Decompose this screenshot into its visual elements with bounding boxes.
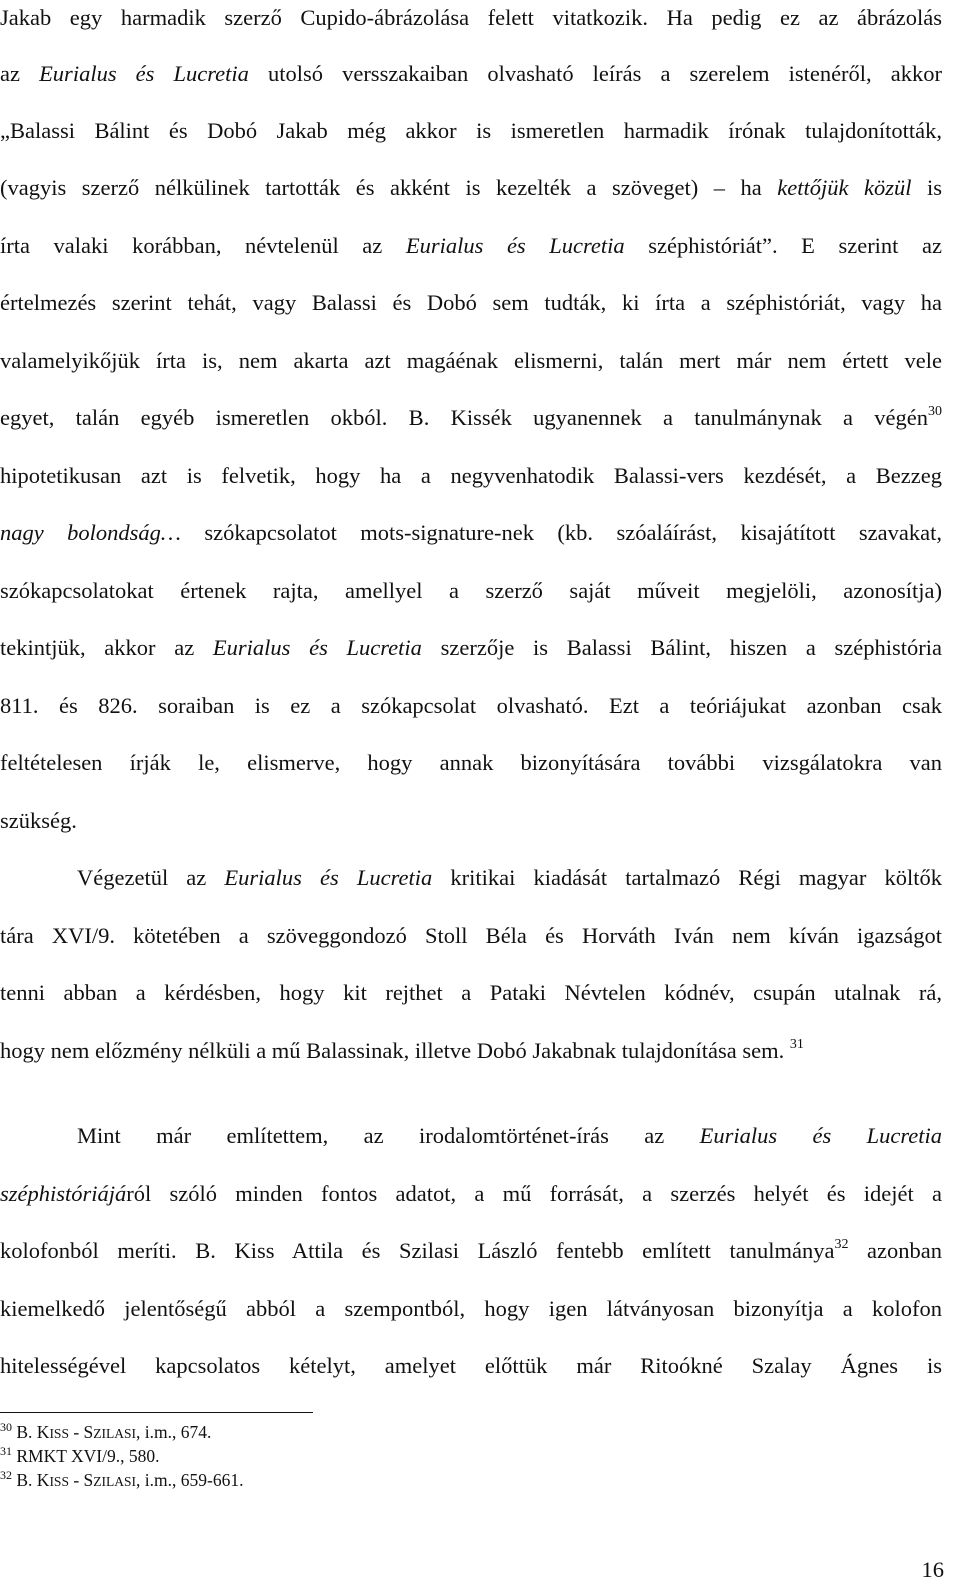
emphasis: nagy bolondság… bbox=[0, 520, 181, 545]
footnote-divider bbox=[0, 1412, 313, 1413]
emphasis: kettőjük közül bbox=[777, 175, 912, 200]
text-line-15: szükség. bbox=[0, 808, 77, 833]
text-line-17: tára XVI/9. kötetében a szöveggondozó Stoll Béla és Horváth Iván nem kíván igazságot bbox=[0, 923, 942, 948]
page-number: 16 bbox=[921, 1557, 944, 1582]
text-line-13: 811. és 826. soraiban is ez a szókapcsolat olvasható. Ezt a teóriájukat azonban csak bbox=[0, 693, 942, 718]
text-line-14: feltételesen írják le, elismerve, hogy annak bizonyítására további vizsgálatokra van bbox=[0, 750, 942, 775]
text-line-18: tenni abban a kérdésben, hogy kit rejthet a Pataki Névtelen kódnév, csupán utalnak rá, bbox=[0, 980, 942, 1005]
text-line-2: az Eurialus és Lucretia utolsó versszakaiban olvasható leírás a szerelem istenéről, akkor bbox=[0, 61, 942, 86]
footnote-30: $^{30}$ B. KISS - SZILASI, i.m., 674. bbox=[0, 1420, 212, 1442]
footnote-ref-32[interactable]: 32 bbox=[834, 1237, 849, 1252]
text-line-9: hipotetikusan azt is felvetik, hogy ha a negyvenhatodik Balassi-vers kezdését, a Bezzeg bbox=[0, 463, 942, 488]
text-line-19: hogy nem előzmény nélküli a mű Balassinak, illetve Dobó Jakabnak tulajdonítása sem. $^{31}$ bbox=[0, 1037, 804, 1063]
text-line-7: valamelyikőjük írta is, nem akarta azt magáénak elismerni, talán mert már nem értett vele bbox=[0, 348, 942, 373]
text-line-20: Mint már említettem, az irodalomtörténet-írás az Eurialus és Lucretia bbox=[77, 1123, 942, 1148]
text-line-10: nagy bolondság… szókapcsolatot mots-signature-nek (kb. szóaláírást, kisajátított szavakat, bbox=[0, 520, 942, 545]
footnote-31: $^{31}$ RMKT XVI/9., 580. bbox=[0, 1444, 160, 1466]
work-title: Eurialus és Lucretia bbox=[224, 865, 433, 890]
footnote-ref-30[interactable]: 30 bbox=[928, 404, 942, 419]
text-line-1: Jakab egy harmadik szerző Cupido-ábrázolása felett vitatkozik. Ha pedig ez az ábrázolás bbox=[0, 5, 942, 30]
text-line-3: „Balassi Bálint és Dobó Jakab még akkor is ismeretlen harmadik írónak tulajdonították, bbox=[0, 118, 942, 143]
text-line-5: írta valaki korábban, névtelenül az Eurialus és Lucretia széphistóriát”. E szerint az bbox=[0, 233, 942, 258]
footnote-ref-31[interactable]: 31 bbox=[789, 1037, 804, 1052]
footnote-32: $^{32}$ B. KISS - SZILASI, i.m., 659-661. bbox=[0, 1468, 244, 1490]
text-line-4: (vagyis szerző nélkülinek tartották és akként is kezelték a szöveget) – ha kettőjük közül is bbox=[0, 175, 942, 200]
text-line-16: Végezetül az Eurialus és Lucretia kritikai kiadását tartalmazó Régi magyar költők bbox=[77, 865, 942, 890]
text-line-24: hitelességével kapcsolatos kételyt, amelyet előttük már Ritoókné Szalay Ágnes is bbox=[0, 1353, 942, 1378]
work-title: Eurialus és Lucretia bbox=[39, 61, 249, 86]
text-line-23: kiemelkedő jelentőségű abból a szempontból, hogy igen látványosan bizonyítja a kolofon bbox=[0, 1296, 942, 1321]
text-line-21: széphistóriájáról szóló minden fontos adatot, a mű forrását, a szerzés helyét és idejét a bbox=[0, 1181, 942, 1206]
text-line-8: egyet, talán egyéb ismeretlen okból. B. Kissék ugyanennek a tanulmánynak a végén$^{30}$ bbox=[0, 404, 942, 430]
text-line-22: kolofonból meríti. B. Kiss Attila és Szilasi László fentebb említett tanulmánya$^{32}$ azonban bbox=[0, 1237, 942, 1263]
work-title: Eurialus és Lucretia bbox=[699, 1123, 942, 1148]
emphasis: széphistóriájá bbox=[0, 1181, 127, 1206]
work-title: Eurialus és Lucretia bbox=[405, 233, 625, 258]
text-line-6: értelmezés szerint tehát, vagy Balassi és Dobó sem tudták, ki írta a széphistóriát, vagy ha bbox=[0, 290, 942, 315]
work-title: Eurialus és Lucretia bbox=[212, 635, 422, 660]
text-line-12: tekintjük, akkor az Eurialus és Lucretia szerzője is Balassi Bálint, hiszen a széphistória bbox=[0, 635, 942, 660]
text-line-11: szókapcsolatokat értenek rajta, amellyel a szerző saját műveit megjelöli, azonosítja) bbox=[0, 578, 942, 603]
